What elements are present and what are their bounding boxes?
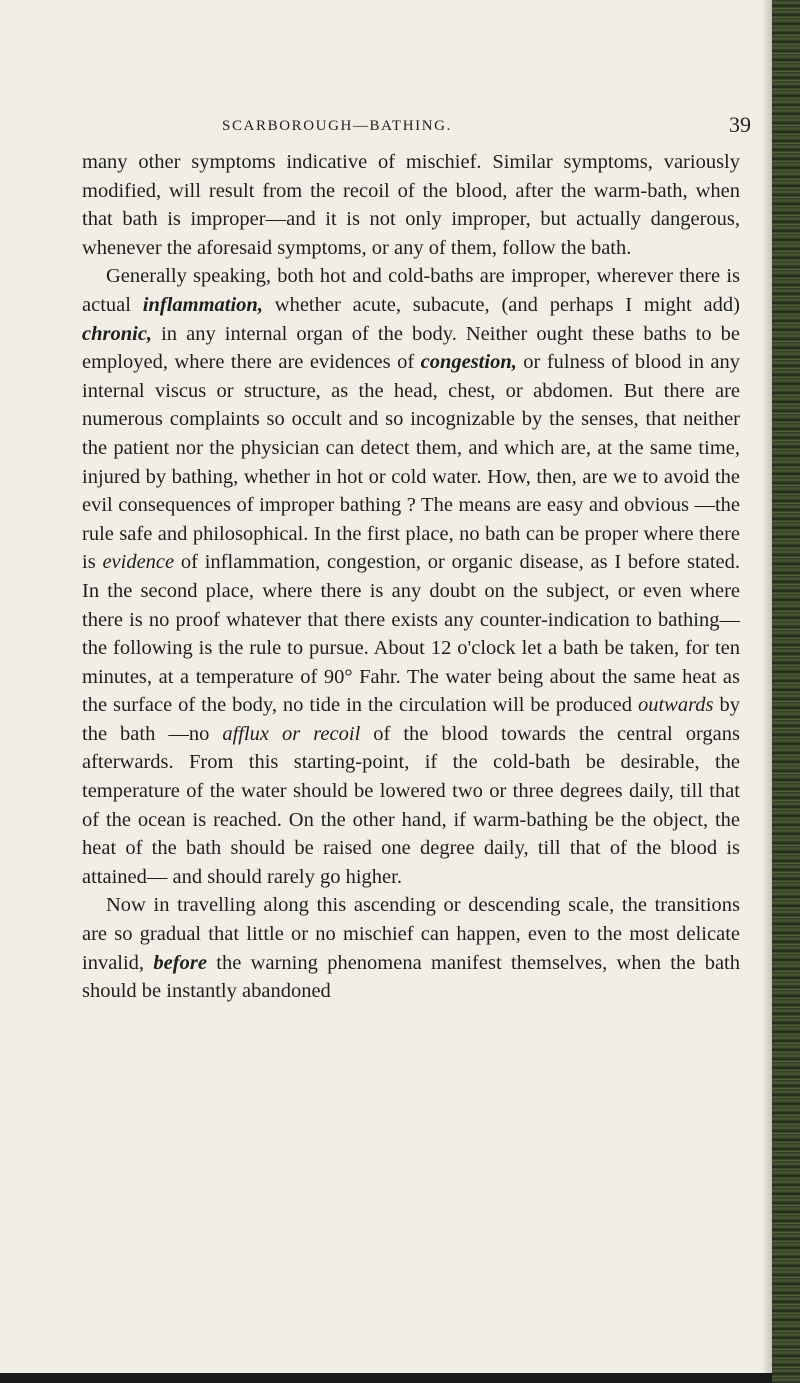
scan-bottom-bar <box>0 1373 772 1383</box>
running-head: SCARBOROUGH—BATHING. <box>222 118 452 134</box>
emphasized-text: congestion, <box>420 351 517 374</box>
emphasized-text: inflammation, <box>142 293 263 316</box>
text-run: by the bath —no <box>82 694 741 745</box>
emphasized-text: outwards <box>637 694 714 717</box>
text-run: the warning phenomena manifest themselves, when the bath should be instantly abandoned <box>82 951 741 1003</box>
text-run: whether acute, subacute, (and perhaps I might add) <box>262 293 740 316</box>
emphasized-text: evidence <box>102 551 175 574</box>
text-run: many other symptoms indicative of mischief. Similar symptoms, variously modified, will result from the recoil of the blood, after the warm-bath, when that bath is improper—and it is not only improper, but actually dangerous, whenever the aforesaid symptoms, or any of them, follow the bath. <box>82 151 740 259</box>
text-run: Now in travelling along this ascending or descending scale, the transitions are so gradual that little or no mischief can happen, even to the most delicate invalid, <box>82 894 740 974</box>
paragraph <box>82 148 740 262</box>
text-run: or fulness of blood in any internal viscus or structure, as the head, chest, or abdomen. But there are numerous complaints so occult and so incognizable by the senses, that neither the patient nor the physician can detect them, and which are, at the same time, injured by bathing, whether in hot or cold water. How, then, are we to avoid the evil consequences of improper bathing ? The means are easy and obvious —the rule safe and philosophical. In the first place, no bath can be proper where there is <box>82 351 740 574</box>
book-edge-strip <box>772 0 800 1383</box>
page-edge-shadow <box>762 0 772 1383</box>
text-run: Generally speaking, both hot and cold-baths are improper, wherever there is actual <box>82 265 740 316</box>
body-text <box>82 148 740 1006</box>
paragraph <box>82 891 740 1005</box>
emphasized-text: afflux or recoil <box>222 722 361 745</box>
emphasized-text: chronic, <box>82 322 153 345</box>
text-run: of inflammation, congestion, or organic disease, as I before stated. In the second place, where there is any doubt on the subject, or even where there is no proof whatever that there exists any counter-indication to bathing—the following is the rule to pursue. About 12 o'clock let a bath be taken, for ten minutes, at a temperature of 90° Fahr. The water being about the same heat as the surface of the body, no tide in the circulation will be produced <box>82 551 740 717</box>
emphasized-text: before <box>153 951 207 974</box>
text-run: of the blood towards the central organs afterwards. From this starting-point, if the cold-bath be desirable, the temperature of the water should be lowered two or three degrees daily, till that of the ocean is reached. On the other hand, if warm-bathing be the object, the heat of the bath should be raised one degree daily, till that of the blood is attained— and should rarely go higher. <box>82 722 740 888</box>
paragraph <box>82 262 740 891</box>
page-header <box>0 112 800 142</box>
text-run: in any internal organ of the body. Neither ought these baths to be employed, where there are evidences of <box>82 322 740 374</box>
page-number: 39 <box>729 112 751 137</box>
